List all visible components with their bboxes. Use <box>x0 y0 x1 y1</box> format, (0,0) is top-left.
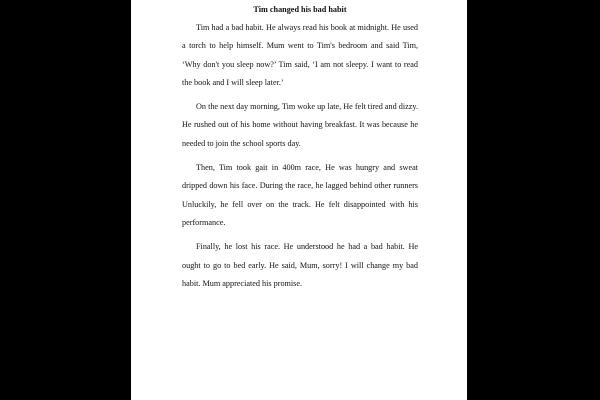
paragraph-2: On the next day morning, Tim woke up late, He felt tired and dizzy. He rushed out of his home without having breakfast. It was because he needed to join the school sports day. <box>182 102 418 148</box>
paragraph-3: Then, Tim took gait in 400m race, He was hungry and sweat dripped down his face. During the race, he lagged behind other runners Unluckily, he fell over on the track. He felt disappointed with his performance. <box>182 163 418 227</box>
paragraph-4: Finally, he lost his race. He understood he had a bad habit. He ought to go to bed early. He said, Mum, sorry! I will change my bad habit. Mum appreciated his promise. <box>182 242 418 288</box>
document-title: Tim changed his bad habit <box>253 5 347 14</box>
paragraph-1: Tim had a bad habit. He always read his book at midnight. He used a torch to help himself. Mum went to Tim's bedroom and said Tim, ‘Why don't you sleep now?’ Tim said, ‘I am not sleepy. I want to read the book and I will sleep later.’ <box>182 23 418 87</box>
document-page <box>131 0 467 400</box>
